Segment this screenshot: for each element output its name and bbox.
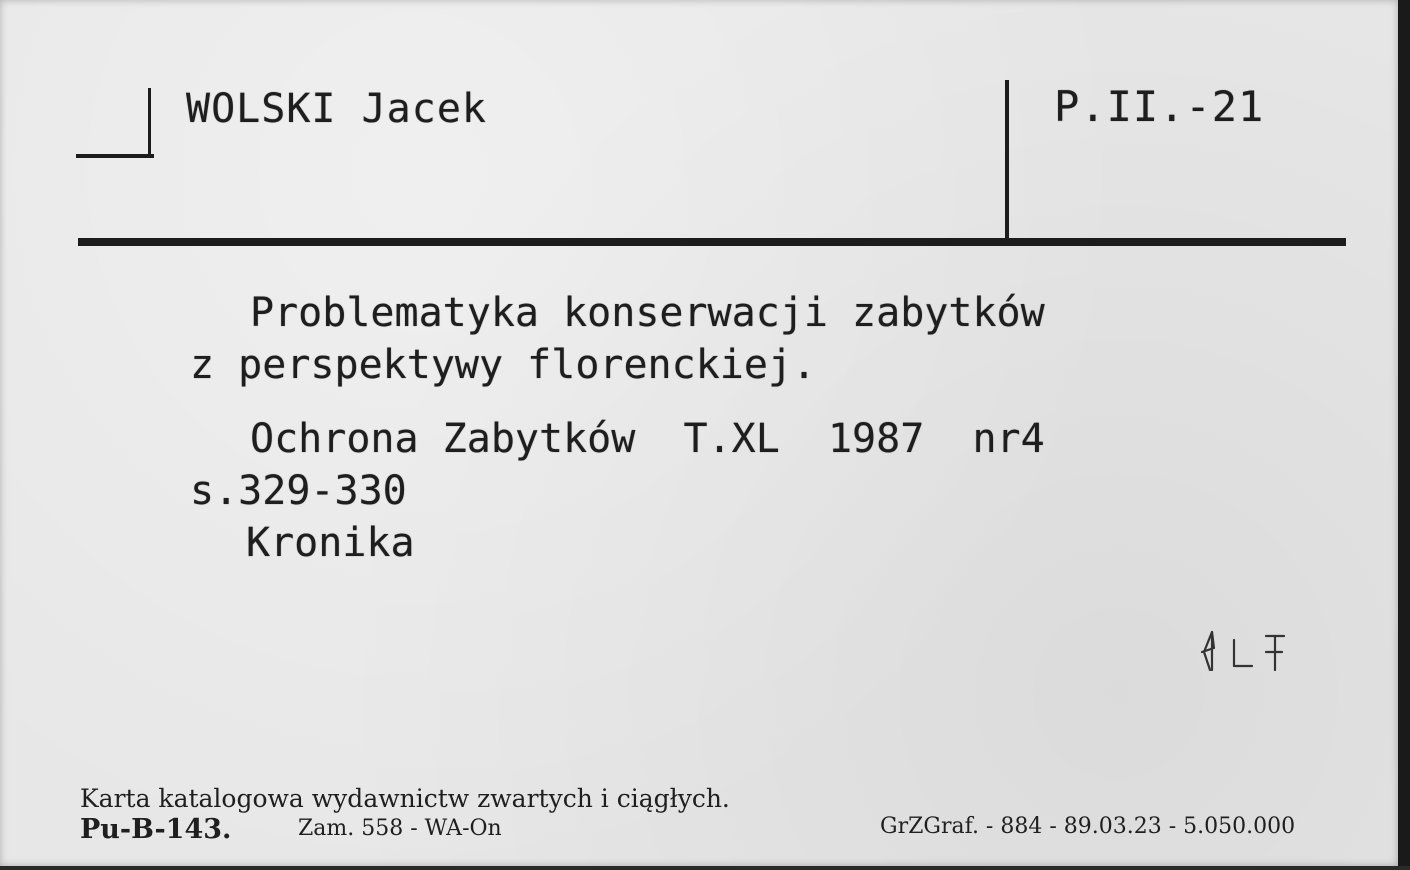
printer-info: GrZGraf. - 884 - 89.03.23 - 5.050.000	[880, 814, 1296, 839]
handwritten-note-drawing	[1196, 626, 1296, 676]
title-line-2: z perspektywy florenckiej.	[190, 342, 817, 388]
order-number: Zam. 558 - WA-On	[298, 816, 502, 841]
heading-rule	[78, 238, 1346, 246]
source-line-1: Ochrona Zabytków T.XL 1987 nr4	[250, 416, 1045, 462]
author-heading: WOLSKI Jacek	[186, 86, 487, 132]
form-code: Pu-B-143.	[80, 814, 232, 845]
scan-edge-bottom	[0, 866, 1410, 870]
form-description: Karta katalogowa wydawnictw zwartych i ciągłych.	[80, 784, 730, 813]
corner-bracket-horizontal	[76, 154, 154, 158]
title-line-1: Problematyka konserwacji zabytków	[250, 290, 1045, 336]
call-number: P.II.-21	[1054, 82, 1265, 131]
handwritten-note	[1196, 626, 1296, 676]
corner-bracket-vertical	[148, 88, 151, 156]
source-line-2: s.329-330	[190, 468, 407, 514]
call-number-divider	[1005, 80, 1009, 238]
scan-edge-right	[1398, 0, 1410, 870]
section-label: Kronika	[246, 520, 415, 566]
